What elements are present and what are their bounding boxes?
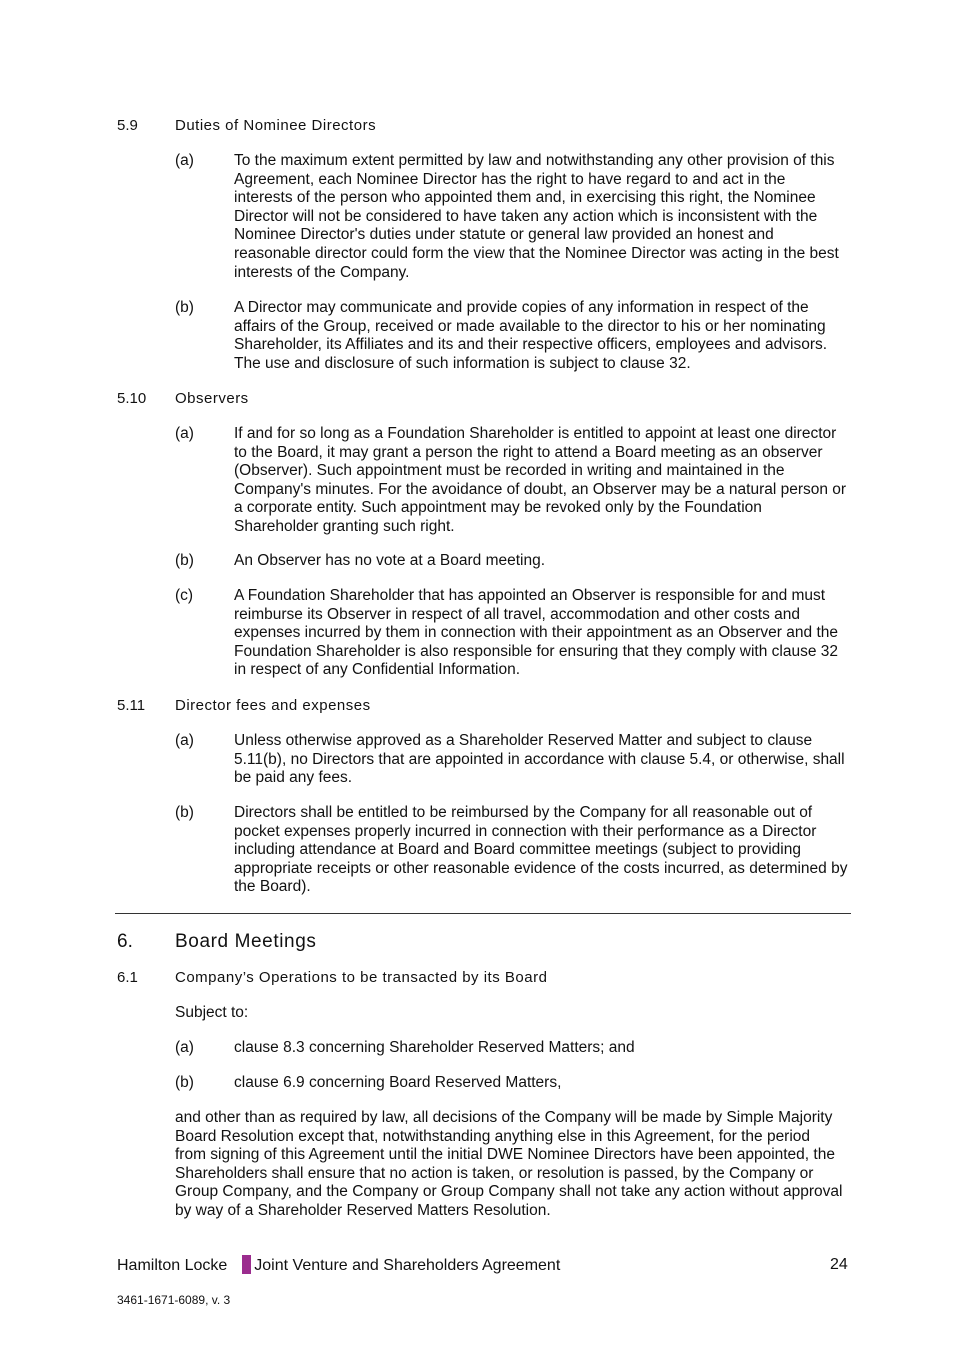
item-label: (b) (175, 804, 194, 821)
clause-number: 5.9 (117, 117, 138, 134)
document-id: 3461-1671-6089, v. 3 (117, 1293, 231, 1307)
item-label: (a) (175, 1039, 194, 1056)
clause-heading: Duties of Nominee Directors (175, 117, 377, 134)
clause-heading: Observers (175, 390, 249, 407)
item-label: (b) (175, 552, 194, 569)
section-number: 6. (117, 931, 133, 952)
item-label: (a) (175, 152, 194, 169)
footer (117, 1255, 560, 1276)
item-text: Directors shall be entitled to be reimbursed by the Company for all reasonable out of pocket expenses properly incurred in connection with their performance as a Director including attendance at Board and Board committee meetings (subject to providing appropriate receipts or other reasonable evidence of the costs incurred, as determined by the Board). (234, 804, 848, 896)
item-label: (c) (175, 587, 194, 604)
item-text: An Observer has no vote at a Board meeting. (234, 552, 546, 569)
item-label: (a) (175, 425, 194, 442)
clause-heading: Company’s Operations to be transacted by its Board (175, 969, 548, 986)
item-text: clause 6.9 concerning Board Reserved Matters, (234, 1074, 562, 1091)
footer-accent-bar (242, 1255, 251, 1274)
item-text: If and for so long as a Foundation Shareholder is entitled to appoint at least one director to the Board, it may grant a person the right to attend a Board meeting as an observer (Observer). Such appointment must be recorded in writing and maintained in the Company's minutes. For the avoidance of doubt, an Observer may be a natural person or a corporate entity. Such appointment may be revoked only by the Foundation Shareholder granting such right. (234, 425, 847, 535)
item-label: (a) (175, 732, 194, 749)
footer-firm-name: Hamilton Locke (117, 1257, 228, 1274)
item-text: A Director may communicate and provide copies of any information in respect of the affairs of the Group, received or made available to the director to his or her nominating Shareholder, its Affiliates and its and their respective officers, employees and advisors. The use and disclosure of such information is subject to clause 32. (234, 299, 828, 372)
item-label: (b) (175, 299, 194, 316)
footer-document-title: Joint Venture and Shareholders Agreement (254, 1257, 561, 1274)
item-text: A Foundation Shareholder that has appointed an Observer is responsible for and must reimburse its Observer in respect of all travel, accommodation and other costs and expenses incurred by them in connection with their appointment as an Observer and the Foundation Shareholder is also responsible for ensuring that they comply with clause 32 in respect of any Confidential Information. (234, 587, 838, 679)
item-text: To the maximum extent permitted by law and notwithstanding any other provision of this Agreement, each Nominee Director has the right to have regard to and act in the interests of the person who appointed them and, in exercising this right, the Nominee Director will not be considered to have taken any action which is inconsistent with the Nominee Director's duties under statute or general law provided an honest and reasonable director could form the view that the Nominee Director was acting in the best interests of the Company. (234, 152, 839, 281)
section-divider (115, 913, 851, 914)
clause-intro: Subject to: (175, 1004, 249, 1021)
clause-number: 6.1 (117, 969, 138, 986)
item-text: clause 8.3 concerning Shareholder Reserved Matters; and (234, 1039, 635, 1056)
clause-number: 5.10 (117, 390, 147, 407)
section-heading: Board Meetings (175, 931, 317, 952)
clause-number: 5.11 (117, 697, 146, 714)
clause-heading: Director fees and expenses (175, 697, 371, 714)
page-number: 24 (830, 1256, 848, 1273)
item-label: (b) (175, 1074, 194, 1091)
item-text: Unless otherwise approved as a Shareholder Reserved Matter and subject to clause 5.11(b), no Directors that are appointed in accordance with clause 5.4, or otherwise, shall be paid any fees. (234, 732, 845, 787)
clause-closing: and other than as required by law, all decisions of the Company will be made by Simple Majority Board Resolution except that, notwithstanding anything else in this Agreement, for the period from signing of this Agreement until the initial DWE Nominee Directors have been appointed, the Shareholders shall ensure that no action is taken, or resolution is passed, by the Company or Group Company, and the Company or Group Company shall not take any action without approval by way of a Shareholder Reserved Matters Resolution. (175, 1109, 843, 1219)
